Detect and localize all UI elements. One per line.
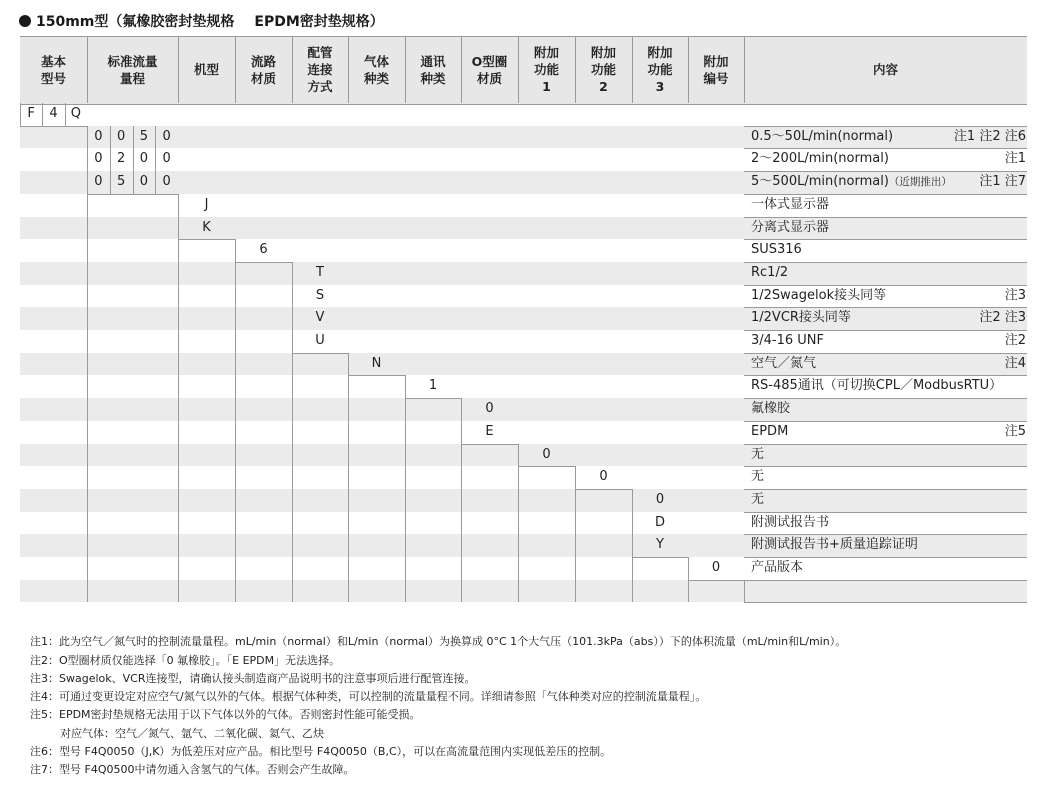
row-band — [20, 217, 1027, 240]
flow-digit: 5 — [139, 128, 149, 144]
step-line — [178, 239, 235, 240]
flow-digit: 0 — [94, 151, 103, 167]
stair-line — [348, 353, 349, 603]
option-code: 6 — [259, 242, 268, 258]
option-code: E — [485, 423, 494, 439]
flow-digit: 0 — [162, 151, 171, 167]
stair-line — [178, 194, 179, 603]
row-line — [744, 602, 1027, 603]
header-divider — [744, 36, 745, 103]
page-title — [19, 11, 384, 31]
header-divider — [348, 36, 349, 103]
flow-digit: 5 — [116, 174, 126, 190]
content-text: Rc1/2 — [751, 264, 789, 280]
content-text: 1/2VCR接头同等 — [751, 310, 851, 326]
note-ref: 注1 注2 注6 — [953, 128, 1026, 144]
title-sub: EPDM密封垫规格） — [254, 14, 384, 30]
option-code: N — [371, 355, 382, 371]
content-text: 1/2Swagelok接头同等 — [751, 287, 887, 303]
footnote: 注4：可通过变更设定对应空气/氮气以外的气体。根据气体种类，可以控制的流量量程不同。详细请参照「气体种类对应的控制流量量程」。 — [30, 690, 707, 703]
content-text: 分离式显示器 — [751, 219, 830, 235]
header-cell: 气体 种类 — [363, 53, 389, 86]
stair-line — [518, 444, 519, 603]
row-line — [744, 489, 1027, 490]
row-band — [20, 307, 1027, 330]
step-line — [405, 398, 461, 399]
note-ref: 注4 — [1004, 355, 1026, 371]
content-text: 5～500L/min(normal)（近期推出） — [751, 174, 952, 190]
digit-divider — [155, 171, 156, 194]
base-model-char: F — [27, 106, 35, 121]
header-divider — [632, 36, 633, 103]
option-code: J — [204, 196, 209, 212]
header-cell: 机型 — [193, 62, 219, 77]
footnote: 注3：Swagelok、VCR连接型，请确认接头制造商产品说明书的注意事项后进行配管连接。 — [30, 672, 476, 685]
digit-divider — [133, 126, 134, 149]
bullet-icon — [19, 15, 31, 27]
base-model-char: 4 — [49, 106, 58, 121]
stair-line — [235, 239, 236, 602]
digit-divider — [65, 103, 66, 126]
footnote: 注5：EPDM密封垫规格无法用于以下气体以外的气体。否则密封性能可能受损。 — [30, 708, 421, 721]
flow-digit: 0 — [139, 151, 149, 167]
step-line — [575, 489, 632, 490]
header-divider — [518, 36, 519, 103]
step-line — [461, 444, 518, 445]
step-line — [292, 353, 348, 354]
base-model-char: Q — [70, 106, 81, 121]
step-line — [20, 126, 87, 127]
content-text: 附测试报告书 — [751, 514, 830, 530]
header-cell: 附加 功能 1 — [533, 45, 559, 94]
content-text: RS-485通讯（可切换CPL／ModbusRTU） — [751, 378, 1003, 394]
footnote: 注1：此为空气／氮气时的控制流量量程。mL/min（normal）和L/min（normal）为换算成 0°C 1个大气压（101.3kPa（abs））下的体积流量（mL/min和L/min）。 — [30, 635, 847, 648]
row-line — [744, 444, 1027, 445]
option-code: 0 — [485, 401, 494, 417]
header-cell: 附加 功能 2 — [590, 45, 616, 94]
header-cell: 基本 型号 — [40, 53, 66, 86]
option-code: U — [315, 333, 325, 348]
header-cell: 附加 功能 3 — [647, 45, 673, 94]
digit-divider — [110, 126, 111, 149]
footnote: 对应气体：空气／氮气、氩气、二氧化碳、氦气、乙炔 — [60, 727, 324, 740]
digit-divider — [133, 148, 134, 171]
content-text: 氟橡胶 — [751, 401, 791, 417]
flow-digit: 0 — [94, 128, 103, 144]
option-code: 0 — [599, 469, 608, 485]
step-line — [87, 194, 178, 195]
option-code: S — [315, 287, 325, 303]
flow-digit: 0 — [162, 128, 171, 144]
header-divider — [87, 36, 88, 103]
digit-divider — [133, 171, 134, 194]
digit-divider — [110, 148, 111, 171]
option-code: V — [315, 310, 325, 326]
row-band — [20, 580, 1027, 603]
digit-divider — [42, 103, 43, 126]
footnote: 注2：O型圈材质仅能选择「0 氟橡胶」。「E EPDM」无法选择。 — [30, 654, 341, 667]
step-line — [518, 466, 575, 467]
option-code: 1 — [428, 378, 438, 394]
row-band — [20, 262, 1027, 285]
digit-divider — [155, 148, 156, 171]
header-cell: O型圈 材质 — [471, 53, 508, 86]
header-cell: 流路 材质 — [250, 53, 276, 86]
header-divider — [461, 36, 462, 103]
footnote: 注7：型号 F4Q0500中请勿通入含氢气的气体。否则会产生故障。 — [30, 763, 355, 776]
header-divider — [688, 36, 689, 103]
content-text: 无 — [751, 491, 765, 507]
stair-line — [405, 375, 406, 602]
content-text: 无 — [751, 469, 765, 485]
option-code: K — [202, 219, 211, 235]
header-divider — [575, 36, 576, 103]
row-line — [744, 580, 1027, 581]
header-cell: 附加 编号 — [703, 53, 729, 86]
step-line — [348, 375, 405, 376]
digit-divider — [155, 126, 156, 149]
row-band — [20, 353, 1027, 376]
flow-digit: 0 — [94, 174, 103, 190]
option-code: 0 — [655, 491, 665, 507]
content-text: EPDM — [751, 423, 789, 439]
header-divider — [235, 36, 236, 103]
stair-line — [87, 126, 88, 603]
content-text: 空气／氮气 — [751, 355, 817, 371]
flow-digit: 0 — [162, 174, 171, 190]
note-ref: 注2 注3 — [979, 310, 1026, 326]
flow-digit: 2 — [116, 151, 126, 167]
content-text: 附测试报告书+质量追踪证明 — [751, 537, 918, 553]
note-ref: 注1 注7 — [979, 174, 1026, 190]
header-cell: 内容 — [872, 62, 898, 77]
note-ref: 注5 — [1004, 423, 1026, 439]
content-remark: （近期推出） — [888, 176, 952, 189]
header-divider — [405, 36, 406, 103]
row-line — [744, 466, 1027, 467]
content-text: SUS316 — [751, 242, 802, 258]
option-code: 0 — [542, 446, 551, 462]
title-main: 150mm型（氟橡胶密封垫规格 — [36, 14, 235, 30]
header-cell: 标准流量 量程 — [107, 53, 158, 86]
option-code: D — [654, 514, 665, 530]
header-divider — [292, 36, 293, 103]
stair-line — [744, 580, 745, 603]
row-band — [20, 489, 1027, 512]
option-code: T — [316, 264, 324, 280]
content-text: 一体式显示器 — [751, 196, 830, 212]
note-ref: 注2 — [1004, 333, 1026, 348]
content-text: 无 — [751, 446, 765, 462]
footnote: 注6：型号 F4Q0050（J,K）为低差压对应产品。相比型号 F4Q0050（B,C），可以在高流量范围内实现低差压的控制。 — [30, 745, 612, 758]
header-cell: 配管 连接 方式 — [307, 45, 333, 94]
content-text: 2～200L/min(normal) — [751, 151, 889, 167]
note-ref: 注3 — [1004, 287, 1026, 303]
content-text: 3/4-16 UNF — [751, 333, 825, 348]
flow-digit: 0 — [139, 174, 149, 190]
digit-divider — [110, 171, 111, 194]
header-cell: 通讯 种类 — [420, 53, 446, 86]
note-ref: 注1 — [1004, 151, 1026, 167]
step-line — [632, 557, 688, 558]
step-line — [235, 262, 292, 263]
row-band — [20, 398, 1027, 421]
option-code: 0 — [711, 560, 721, 575]
step-line — [688, 580, 744, 581]
header-divider — [178, 36, 179, 103]
content-text: 0.5～50L/min(normal) — [751, 128, 894, 144]
content-text: 产品版本 — [751, 560, 804, 575]
flow-digit: 0 — [116, 128, 126, 144]
option-code: Y — [656, 537, 664, 553]
